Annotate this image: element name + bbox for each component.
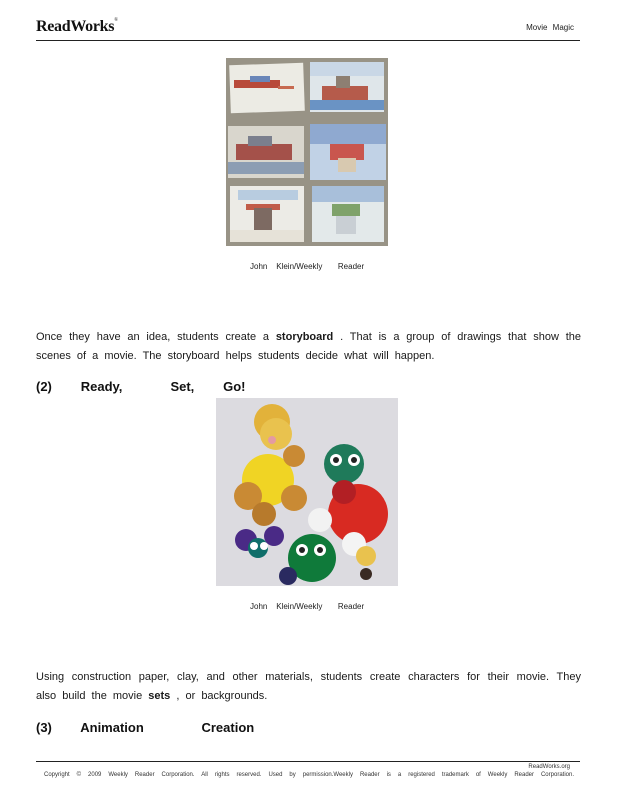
footer-divider [36, 761, 580, 762]
header-title: Movie Magic [526, 23, 574, 32]
paragraph-text: Using construction paper, clay, and other materials, students create characters for their movie. They also build the movie [36, 671, 581, 702]
photo-caption: John Klein/Weekly Reader [250, 262, 365, 271]
characters-photo [216, 398, 398, 586]
section-heading: (3) Animation Creation [36, 720, 255, 735]
logo-text: ReadWorks [36, 18, 115, 35]
readworks-logo [36, 18, 118, 36]
footer-site: ReadWorks.org [528, 764, 570, 770]
registered-mark: ® [114, 18, 118, 23]
vocabulary-term: sets [148, 690, 171, 702]
photo-caption: John Klein/Weekly Reader [250, 602, 365, 611]
footer-copyright: Copyright © 2009 Weekly Reader Corporation. All rights reserved. Used by permission.Weekly Reader is a registered trademark of Weekly Reader Corporation. [44, 772, 574, 778]
page-header [36, 18, 580, 41]
paragraph-characters [36, 668, 581, 706]
paragraph-text: . That is a group of drawings that show the scenes of a movie. The storyboard helps students decide what will happen. [36, 331, 581, 362]
vocabulary-term: storyboard [275, 331, 334, 343]
storyboard-photo [226, 58, 388, 246]
paragraph-text: Once they have an idea, students create a [36, 331, 276, 343]
paragraph-storyboard [36, 328, 581, 366]
paragraph-text: , or backgrounds. [170, 690, 268, 702]
section-heading: (2) Ready, Set, Go! [36, 379, 246, 394]
